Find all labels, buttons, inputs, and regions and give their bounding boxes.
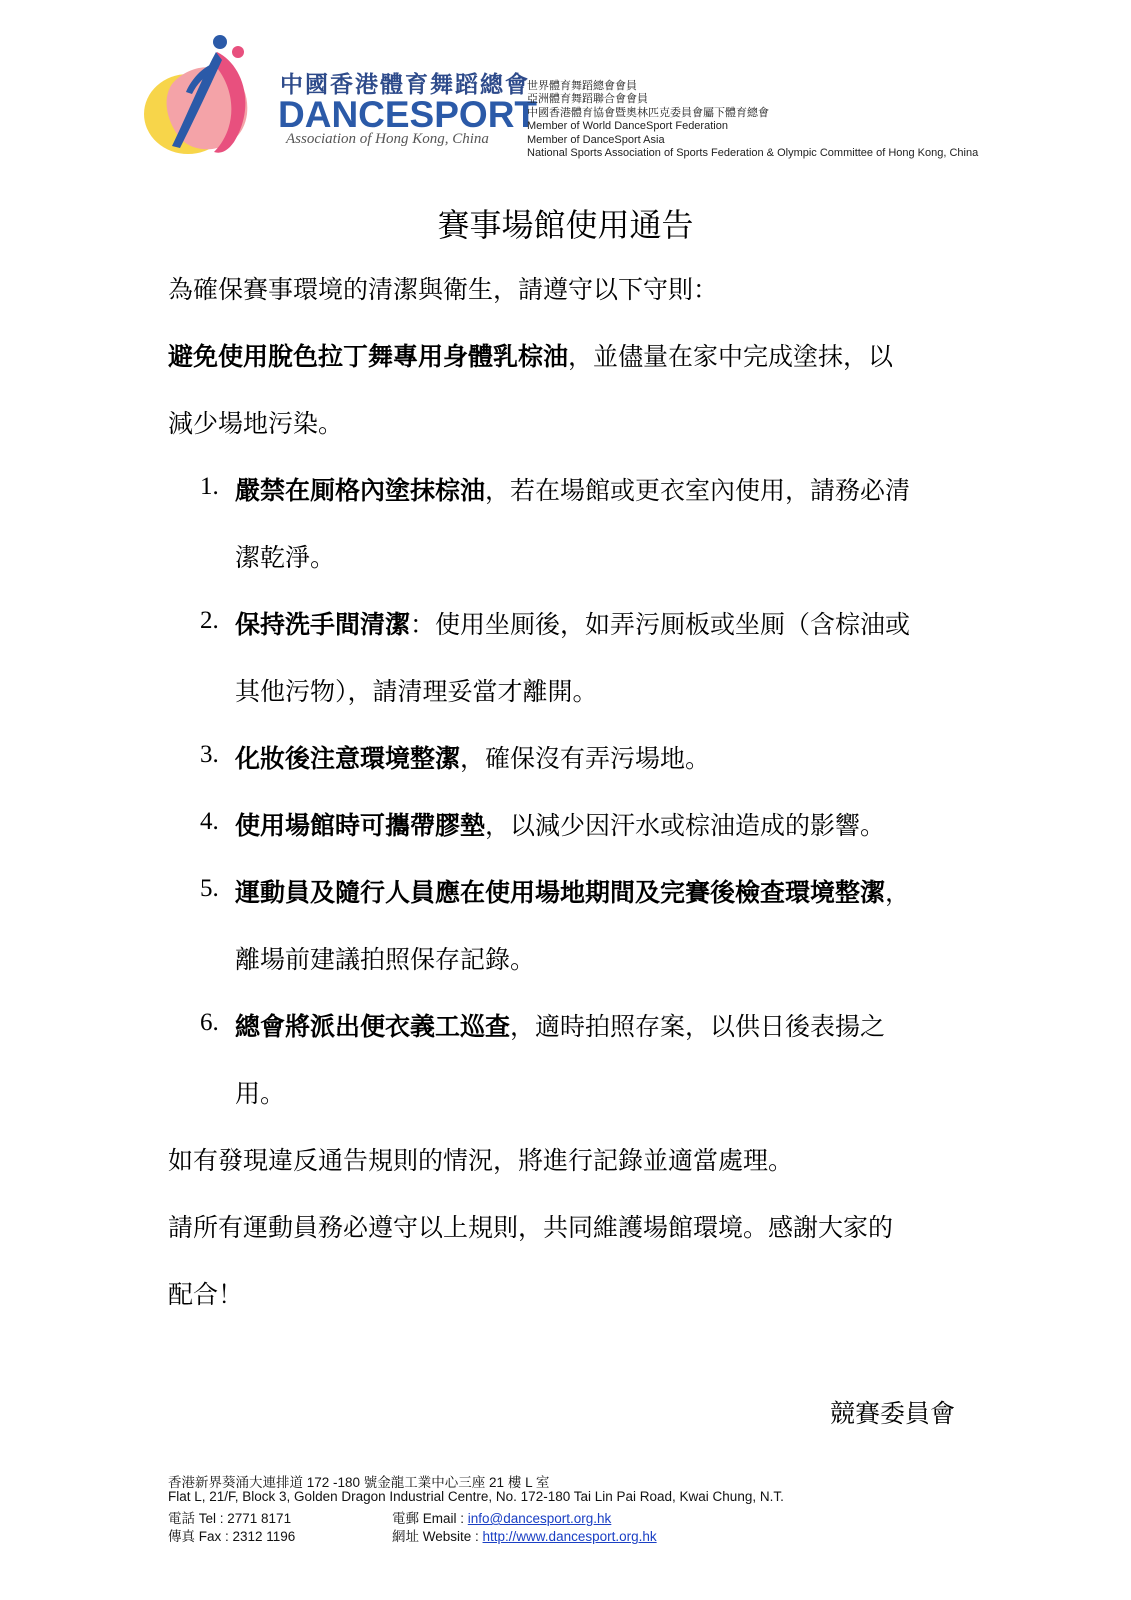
membership-list: [527, 80, 978, 160]
footer-website-row: [392, 1525, 657, 1545]
lead-paragraph-line1: [168, 337, 893, 373]
footer-email-row: [392, 1507, 611, 1527]
rule-bold-text: 運動員及隨行人員應在使用場地期間及完賽後檢查環境整潔: [235, 878, 886, 907]
membership-line: Member of World DanceSport Federation: [527, 120, 728, 133]
footer-address-chinese: 香港新界葵涌大連排道 172 -180 號金龍工業中心三座 21 樓 L 室: [168, 1475, 550, 1490]
rule-continuation: 用。: [235, 1079, 286, 1108]
closing-paragraph-2-line1: 請所有運動員務必遵守以上規則，共同維護場館環境。感謝大家的: [168, 1213, 894, 1242]
notice-title: 賽事場館使用通告: [437, 206, 694, 244]
rule-item: [235, 471, 910, 507]
rule-bold-text: 嚴禁在厠格內塗抹棕油: [235, 476, 486, 505]
rule-item: [235, 806, 885, 842]
logo-english-name: DANCESPORT: [278, 94, 538, 135]
rule-number: 1.: [200, 473, 219, 500]
rule-number: 6.: [200, 1009, 219, 1036]
rule-bold-text: 化妝後注意環境整潔: [235, 744, 461, 773]
membership-line: 世界體育舞蹈總會會員: [527, 80, 637, 92]
rule-rest-text: ，若在場館或更衣室內使用，請務必清: [485, 476, 911, 505]
logo-subtitle: Association of Hong Kong, China: [286, 131, 489, 147]
intro-text: 為確保賽事環境的清潔與衛生，請遵守以下守則：: [168, 275, 719, 304]
closing-paragraph-2-line2: 配合！: [168, 1280, 244, 1309]
rule-number: 3.: [200, 741, 219, 768]
rule-number: 2.: [200, 607, 219, 634]
footer-email-label: 電郵 Email :: [392, 1511, 468, 1526]
rule-continuation: 潔乾淨。: [235, 543, 336, 572]
lead-paragraph-line2: 減少場地污染。: [168, 409, 344, 438]
membership-line: 亞洲體育舞蹈聯合會會員: [527, 93, 648, 106]
rule-number: 4.: [200, 808, 219, 835]
rule-continuation: 其他污物），請清理妥當才離開。: [235, 677, 598, 706]
membership-line: National Sports Association of Sports Federation & Olympic Committee of Hong Kong, China: [527, 147, 979, 160]
rule-rest-text: ，適時拍照存案，以供日後表揚之: [510, 1012, 886, 1041]
email-link[interactable]: info@dancesport.org.hk: [467, 1511, 612, 1526]
membership-line: 中國香港體育協會暨奧林匹克委員會屬下體育總會: [527, 106, 769, 119]
footer-tel: 電話 Tel : 2771 8171: [168, 1511, 292, 1526]
dancesport-logo-mark: [142, 34, 272, 160]
footer-fax: 傳真 Fax : 2312 1196: [168, 1529, 296, 1544]
rule-item: [235, 873, 910, 909]
rule-bold-text: 總會將派出便衣義工巡查: [235, 1012, 511, 1041]
rule-rest-text: ，: [885, 878, 911, 907]
signature-committee: 競賽委員會: [830, 1399, 956, 1428]
footer-address-english: Flat L, 21/F, Block 3, Golden Dragon Industrial Centre, No. 172-180 Tai Lin Pai Road, Kwai Chung, N.T.: [168, 1489, 784, 1504]
rule-bold-text: 使用場館時可攜帶膠墊: [235, 811, 486, 840]
membership-line: Member of DanceSport Asia: [527, 133, 665, 146]
rule-rest-text: ，以減少因汗水或棕油造成的影響。: [485, 811, 886, 840]
rule-item: [235, 1007, 885, 1043]
footer-website-label: 網址 Website :: [392, 1529, 483, 1544]
website-link[interactable]: http://www.dancesport.org.hk: [482, 1529, 657, 1544]
rule-item: [235, 739, 710, 775]
logo-chinese-name: 中國香港體育舞蹈總會: [280, 72, 530, 98]
rule-continuation: 離場前建議拍照保存記錄。: [235, 945, 536, 974]
rule-number: 5.: [200, 875, 219, 902]
rule-bold-text: 保持洗手間清潔: [235, 610, 411, 639]
rule-rest-text: ，確保沒有弄污場地。: [460, 744, 711, 773]
lead-bold-text: 避免使用脫色拉丁舞專用身體乳棕油: [168, 342, 569, 371]
rule-item: [235, 605, 910, 641]
lead-rest-text: ，並儘量在家中完成塗抹，以: [568, 342, 894, 371]
rule-rest-text: ：使用坐厠後，如弄污厠板或坐厠（含棕油或: [410, 610, 911, 639]
closing-paragraph-1: 如有發現違反通告規則的情況，將進行記錄並適當處理。: [168, 1146, 794, 1175]
